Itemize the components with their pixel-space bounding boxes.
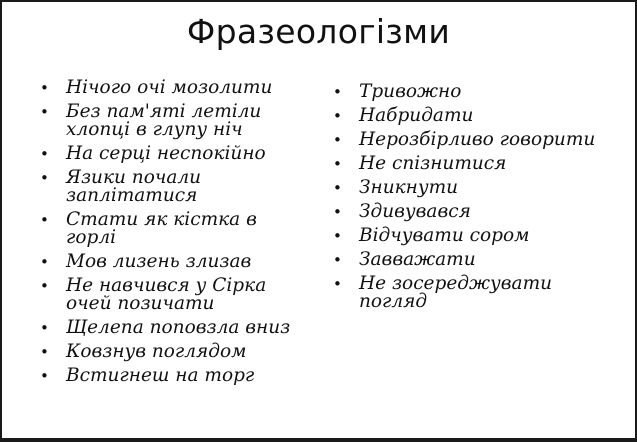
meanings-list (333, 83, 623, 317)
list-item-text: На серці неспокійно (66, 143, 266, 164)
list-item (333, 251, 623, 269)
bullet-icon: • (333, 83, 342, 101)
list-item (40, 343, 310, 361)
list-item-text: Нічого очі мозолити (66, 77, 273, 98)
bullet-icon: • (333, 227, 342, 245)
list-item (40, 319, 310, 337)
list-item-text: Зникнути (359, 177, 459, 198)
bullet-icon: • (40, 169, 49, 187)
bullet-icon: • (333, 107, 342, 125)
list-item (40, 103, 310, 139)
list-item (40, 367, 310, 385)
list-item (333, 227, 623, 245)
list-item (40, 211, 310, 247)
bullet-icon: • (40, 103, 49, 121)
list-item (333, 179, 623, 197)
list-item-text: Щелепа поповзла вниз (66, 317, 291, 338)
bullet-icon: • (333, 155, 342, 173)
list-item (333, 131, 623, 149)
list-item-text: Тривожно (359, 81, 462, 102)
bullet-icon: • (333, 179, 342, 197)
list-item (40, 277, 310, 313)
list-item (40, 145, 310, 163)
list-item (333, 203, 623, 221)
list-item-text: Не спізнитися (359, 153, 507, 174)
bullet-icon: • (40, 343, 49, 361)
list-item (333, 155, 623, 173)
slide-title: Фразеологізми (186, 12, 451, 51)
bullet-icon: • (40, 253, 49, 271)
bullet-icon: • (40, 367, 49, 385)
bullet-icon: • (333, 131, 342, 149)
bullet-icon: • (40, 277, 49, 295)
bullet-icon: • (40, 319, 49, 337)
list-item-text: Стати як кістка в горлі (66, 209, 257, 248)
list-item-text: Завважати (359, 249, 476, 270)
list-item-text: Здивувався (359, 201, 471, 222)
list-item-text: Без пам'яті летіли хлопці в глупу ніч (66, 101, 262, 140)
bullet-icon: • (333, 251, 342, 269)
list-item-text: Не навчився у Сірка очей позичати (66, 275, 267, 314)
list-item (40, 253, 310, 271)
list-item-text: Не зосереджувати погляд (359, 273, 553, 312)
bullet-icon: • (333, 275, 342, 293)
list-item-text: Мов лизень злизав (66, 251, 252, 272)
bullet-icon: • (40, 211, 49, 229)
list-item-text: Язики почали заплітатися (66, 167, 202, 206)
list-item-text: Нерозбірливо говорити (359, 129, 596, 150)
list-item-text: Відчувати сором (359, 225, 530, 246)
bullet-icon: • (40, 145, 49, 163)
phraseologisms-list (40, 79, 310, 391)
list-item-text: Ковзнув поглядом (66, 341, 247, 362)
slide (2, 2, 635, 438)
list-item (333, 275, 623, 311)
list-item (40, 169, 310, 205)
bullet-icon: • (40, 79, 49, 97)
bullet-icon: • (333, 203, 342, 221)
list-item (333, 107, 623, 125)
list-item (40, 79, 310, 97)
list-item (333, 83, 623, 101)
list-item-text: Встигнеш на торг (66, 365, 255, 386)
list-item-text: Набридати (359, 105, 474, 126)
